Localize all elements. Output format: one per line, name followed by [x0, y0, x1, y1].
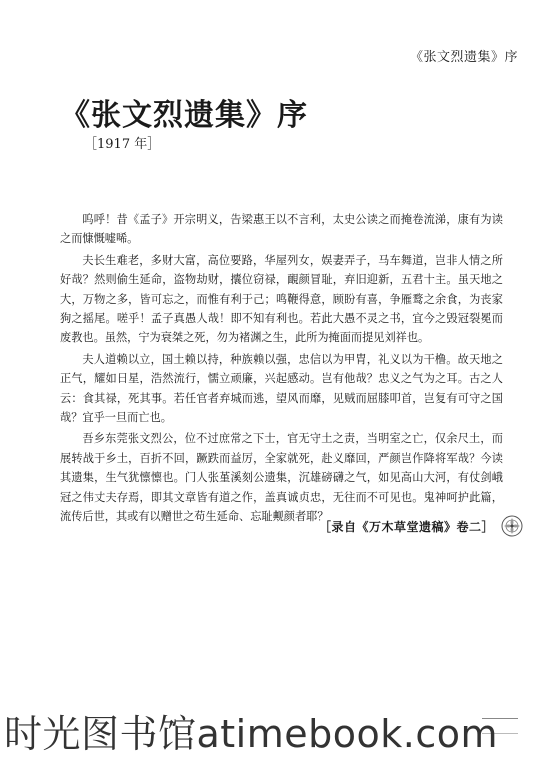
source-citation: ［录自《万木草堂遗稿》卷二］	[318, 520, 494, 534]
paragraph: 夫长生难老，多财大富，高位要路，华屋列女，娱妻弄子，马车舞道，岂非人情之所好哉？然则偷生延命，盗物劫财，攮位窃禄，靦颜冒耻，弃旧迎新，五君十主。虽天地之大，万物之多，皆可忘之，而惟有利于己；鸣鞭得意，顾盼有喜，争雁鹜之余食，为丧家狗之摇尾。嗟乎！孟子真愚人哉！即不知有利也。若此大愚不灵之书，宜今之毁冠裂冕而废教也。虽然，宁为衰桀之死，勿为褚渊之生，此所为掩面而提见刘祥也。	[60, 253, 503, 345]
paragraph: 吾乡东莞张文烈公，位不过庶常之下士，官无守土之责，当明室之亡，仅余尺土，而展转战于乡土，百折不回，蹶跌而益厉，全家就死，赴义靡回，严颜岂作降将军哉？今读其遗集，生气犹懔懔也。门人张堇溪刻公遗集，沉雄磅礴之气，如见高山大河，有仗剑峨冠之伟丈夫存焉，即其文章皆有道之作，盖真诚贞忠，无往而不可见也。鬼神呵护此篇，流传后世，其或有以赠世之苟生延命、忘耻觍颜者耶？	[60, 432, 503, 524]
paragraph: 夫人道赖以立，国土赖以持，种族赖以强，忠信以为甲胄，礼义以为干橹。故天地之正气，耀如日星，浩然流行，懦立顽廉，兴起感动。岂有他哉？忠义之气为之耳。古之人云：食其禄，死其事。若任官者弃城而逃，望风而靡，见贼而屈膝叩首，岂复有可守之国哉？宜乎一旦而亡也。	[60, 352, 503, 425]
date-label: ［1917 年］	[84, 137, 161, 152]
watermark: 时光图书馆atimebook.com	[4, 712, 499, 756]
paragraph: 呜呼！昔《孟子》开宗明义，告梁惠王以不言利，太史公读之而掩卷流涕，康有为读之而慷慨嘘唏。	[60, 213, 503, 246]
running-head: 《张文烈遗集》序	[409, 50, 518, 65]
article-body	[60, 210, 503, 529]
page-title: 《张文烈遗集》序	[60, 98, 308, 133]
floral-ornament-icon	[500, 514, 524, 538]
